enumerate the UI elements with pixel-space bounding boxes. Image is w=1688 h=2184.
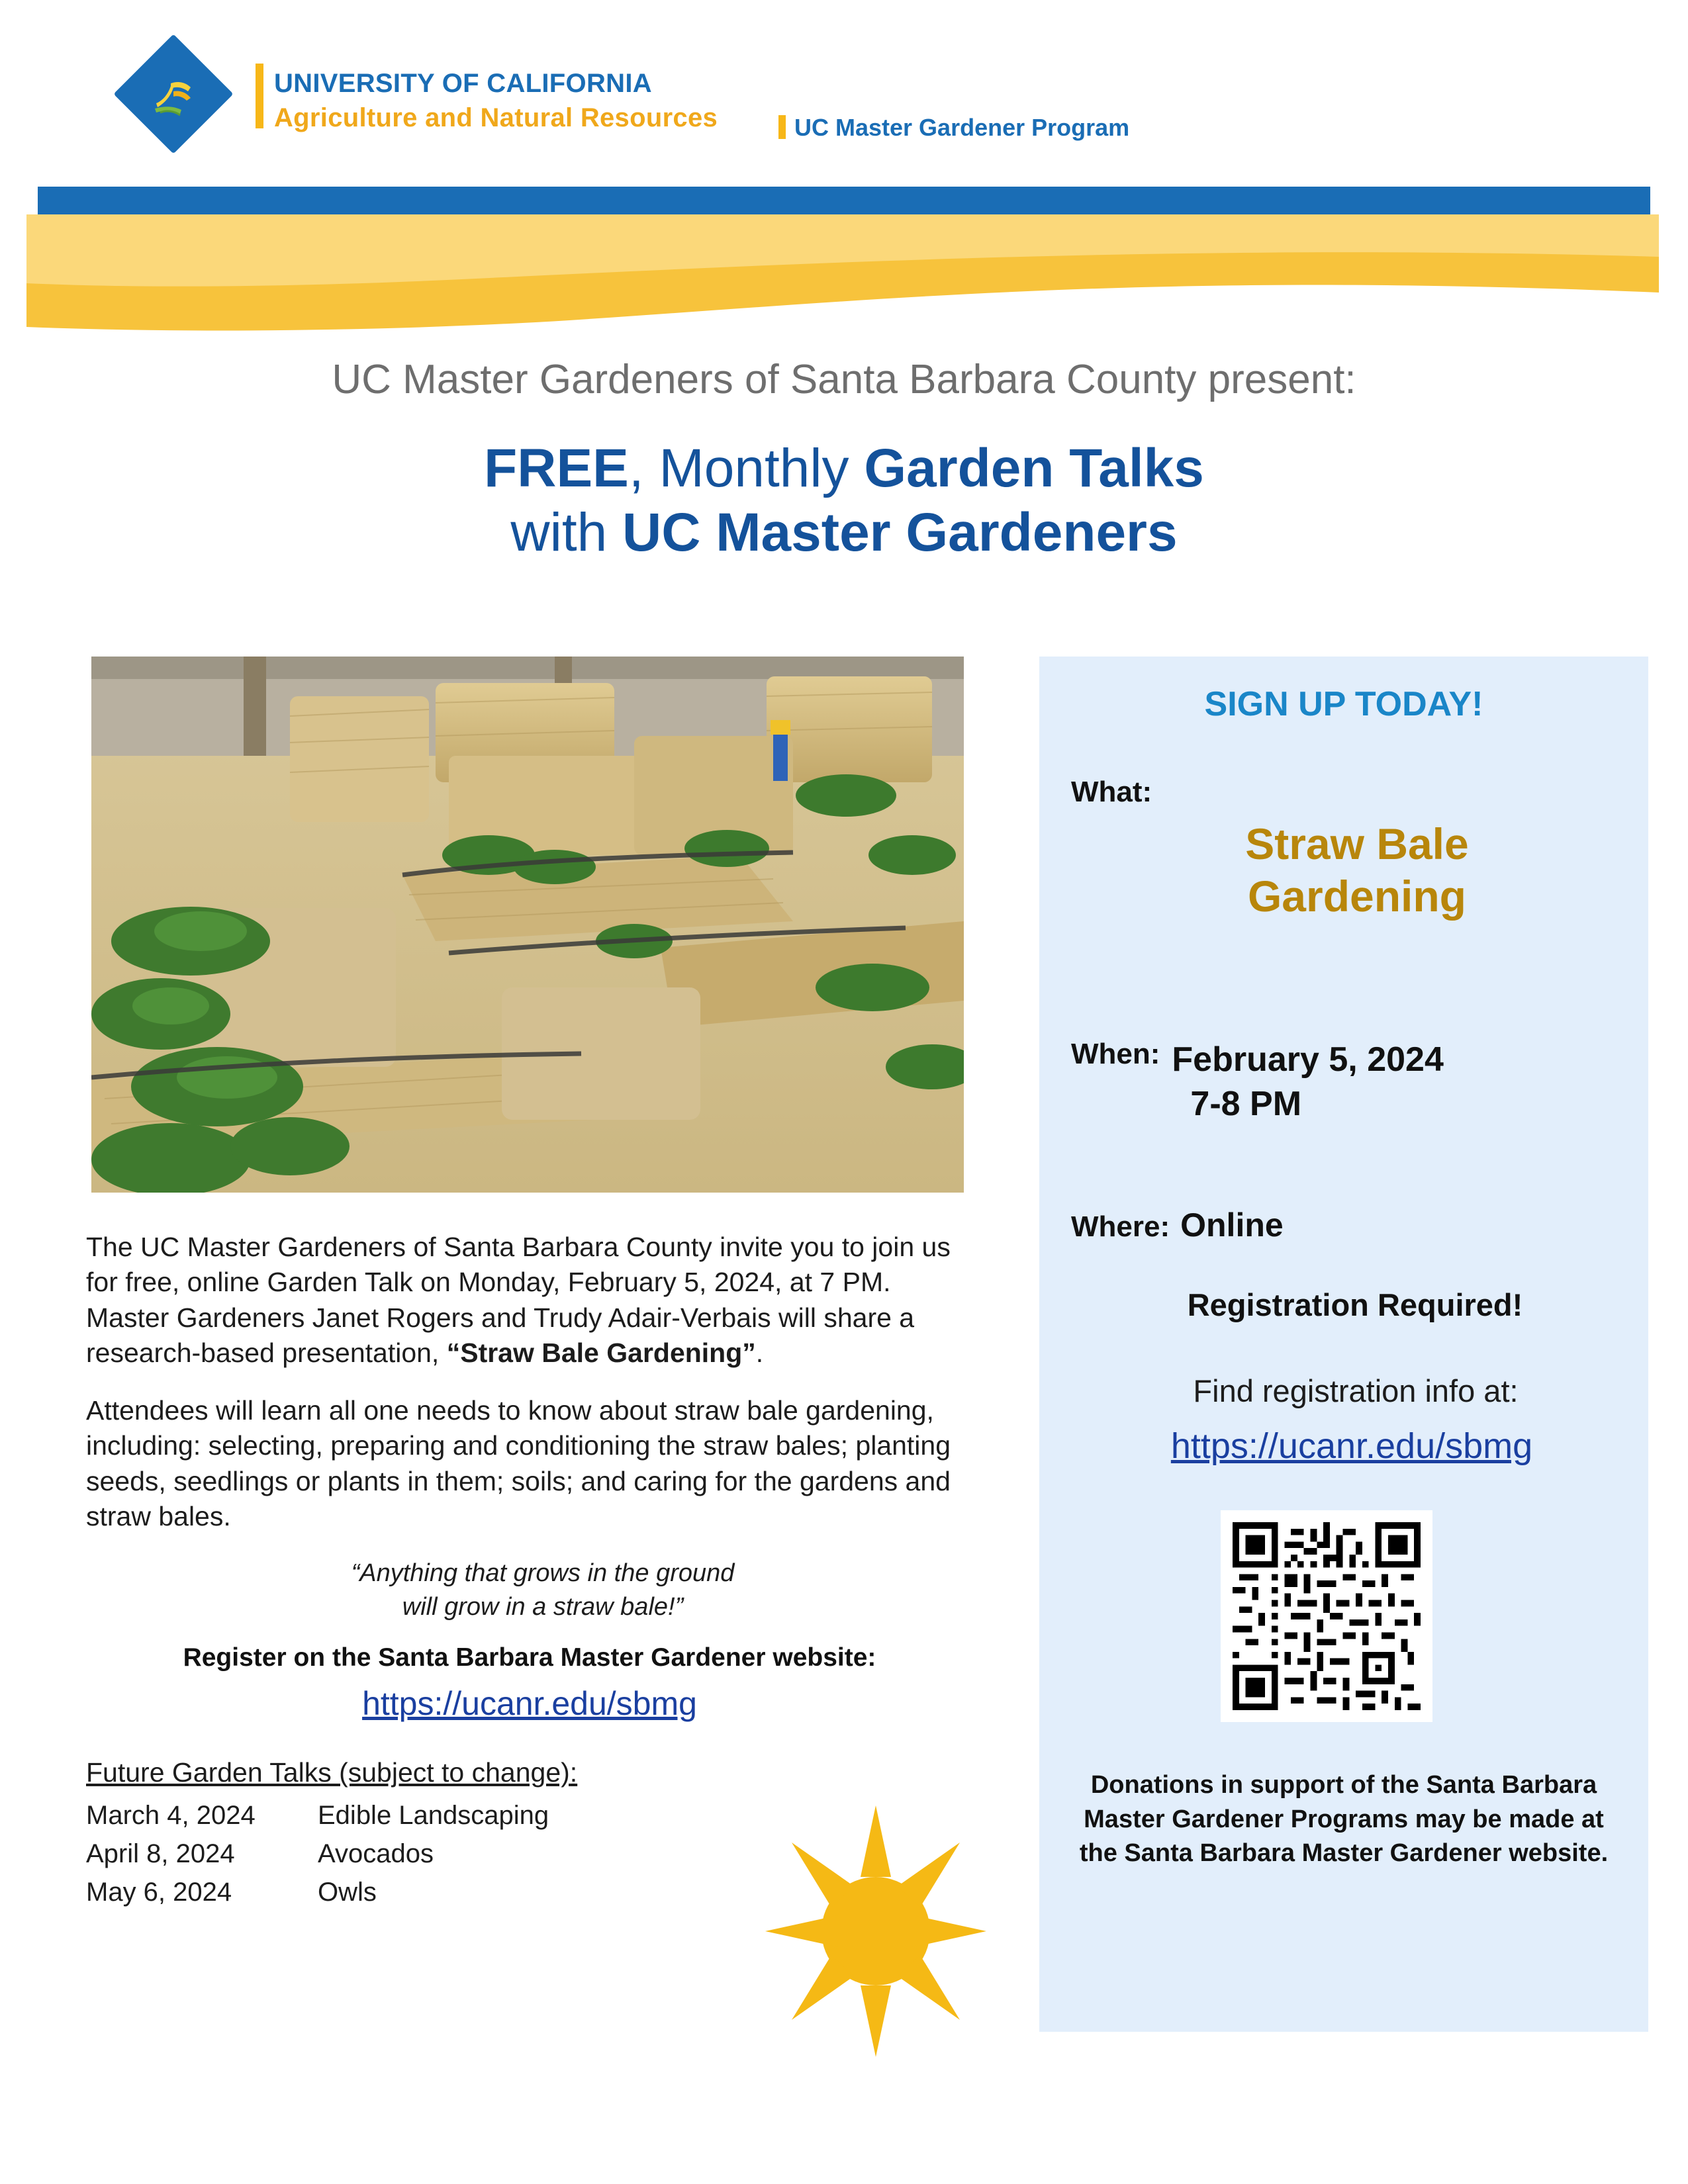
logo-line2: Agriculture and Natural Resources (274, 103, 718, 132)
gold-wave-shape (26, 214, 1659, 340)
logo-divider-bar (256, 64, 263, 128)
future-talk-topic: Edible Landscaping (318, 1800, 549, 1830)
blue-band (38, 187, 1650, 214)
title-uc-master-gardeners: UC Master Gardeners (622, 502, 1178, 563)
donations-note: Donations in support of the Santa Barbara Master Gardener Programs may be made at the Santa Barbara Master Gardener website. (1079, 1771, 1609, 1868)
logo-separator-bar (778, 115, 786, 139)
quote-line-2: will grow in a straw bale!” (402, 1592, 684, 1621)
future-talk-topic: Owls (318, 1877, 377, 1907)
future-talks-heading: Future Garden Talks (subject to change): (86, 1756, 578, 1788)
title-garden-talks: Garden Talks (864, 438, 1204, 498)
gold-band (26, 214, 1659, 340)
paragraph-1-topic: “Straw Bale Gardening” (446, 1337, 756, 1368)
paragraph-1-a: The UC Master Gardeners of Santa Barbara County invite you to join us for free, online Garden Talk on Monday, February 5, 2024, at 7 PM. Master Gardeners Janet Rogers and Trudy Adair-Verbais will share a research-based presentation, (86, 1232, 951, 1368)
what-label: What: (1071, 776, 1152, 808)
register-link[interactable]: https://ucanr.edu/sbmg (362, 1684, 697, 1722)
future-talk-date: May 6, 2024 (86, 1877, 232, 1907)
logo-line1: UNIVERSITY OF CALIFORNIA (274, 69, 652, 98)
logo-program-name: UC Master Gardener Program (794, 114, 1130, 141)
find-registration-label: Find registration info at: (1193, 1373, 1519, 1408)
signup-heading: SIGN UP TODAY! (1204, 685, 1483, 723)
qr-code-icon (1233, 1522, 1421, 1710)
register-instruction: Register on the Santa Barbara Master Gardener website: (183, 1643, 876, 1672)
future-talk-date: April 8, 2024 (86, 1839, 235, 1868)
where-row (1071, 1206, 1284, 1244)
page-title (0, 437, 1688, 565)
quote-line-1: “Anything that grows in the ground (351, 1559, 735, 1588)
logo-flower-icon (151, 74, 197, 118)
when-row (1071, 1038, 1444, 1126)
ucanr-logo (114, 34, 233, 154)
what-value (1039, 818, 1648, 923)
present-line: UC Master Gardeners of Santa Barbara County present: (332, 357, 1356, 402)
paragraph-1 (86, 1230, 973, 1371)
what-value-line-2: Gardening (1247, 872, 1467, 921)
page-header (0, 0, 1688, 192)
title-monthly: , Monthly (628, 438, 865, 498)
title-free: FREE (484, 438, 629, 498)
sun-icon (760, 1799, 992, 2064)
when-value-date: February 5, 2024 (1172, 1040, 1444, 1079)
what-value-line-1: Straw Bale (1245, 819, 1469, 868)
pull-quote (86, 1557, 973, 1623)
logo-artwork (131, 52, 216, 136)
title-with: with (510, 502, 623, 563)
photo-illustration (91, 657, 964, 1193)
when-label: When: (1071, 1038, 1160, 1070)
future-talk-date: March 4, 2024 (86, 1800, 256, 1830)
paragraph-2: Attendees will learn all one needs to know about straw bale gardening, including: selecting, preparing and conditioning the straw bales; planting seeds, seedlings or plants in them; soils; and caring for the gardens and straw bales. (86, 1395, 951, 1532)
where-label: Where: (1071, 1210, 1170, 1243)
straw-bale-garden-photo (91, 657, 964, 1193)
future-talk-topic: Avocados (318, 1839, 434, 1868)
paragraph-1-c: . (755, 1337, 764, 1368)
panel-registration-link[interactable]: https://ucanr.edu/sbmg (1170, 1426, 1533, 1466)
signup-panel (1039, 657, 1648, 2032)
when-value-time: 7-8 PM (1190, 1084, 1302, 1123)
when-value (1172, 1038, 1443, 1126)
where-value: Online (1180, 1206, 1284, 1244)
qr-code[interactable] (1221, 1510, 1432, 1722)
registration-required-note: Registration Required! (1187, 1287, 1523, 1322)
sun-illustration (760, 1799, 992, 2064)
